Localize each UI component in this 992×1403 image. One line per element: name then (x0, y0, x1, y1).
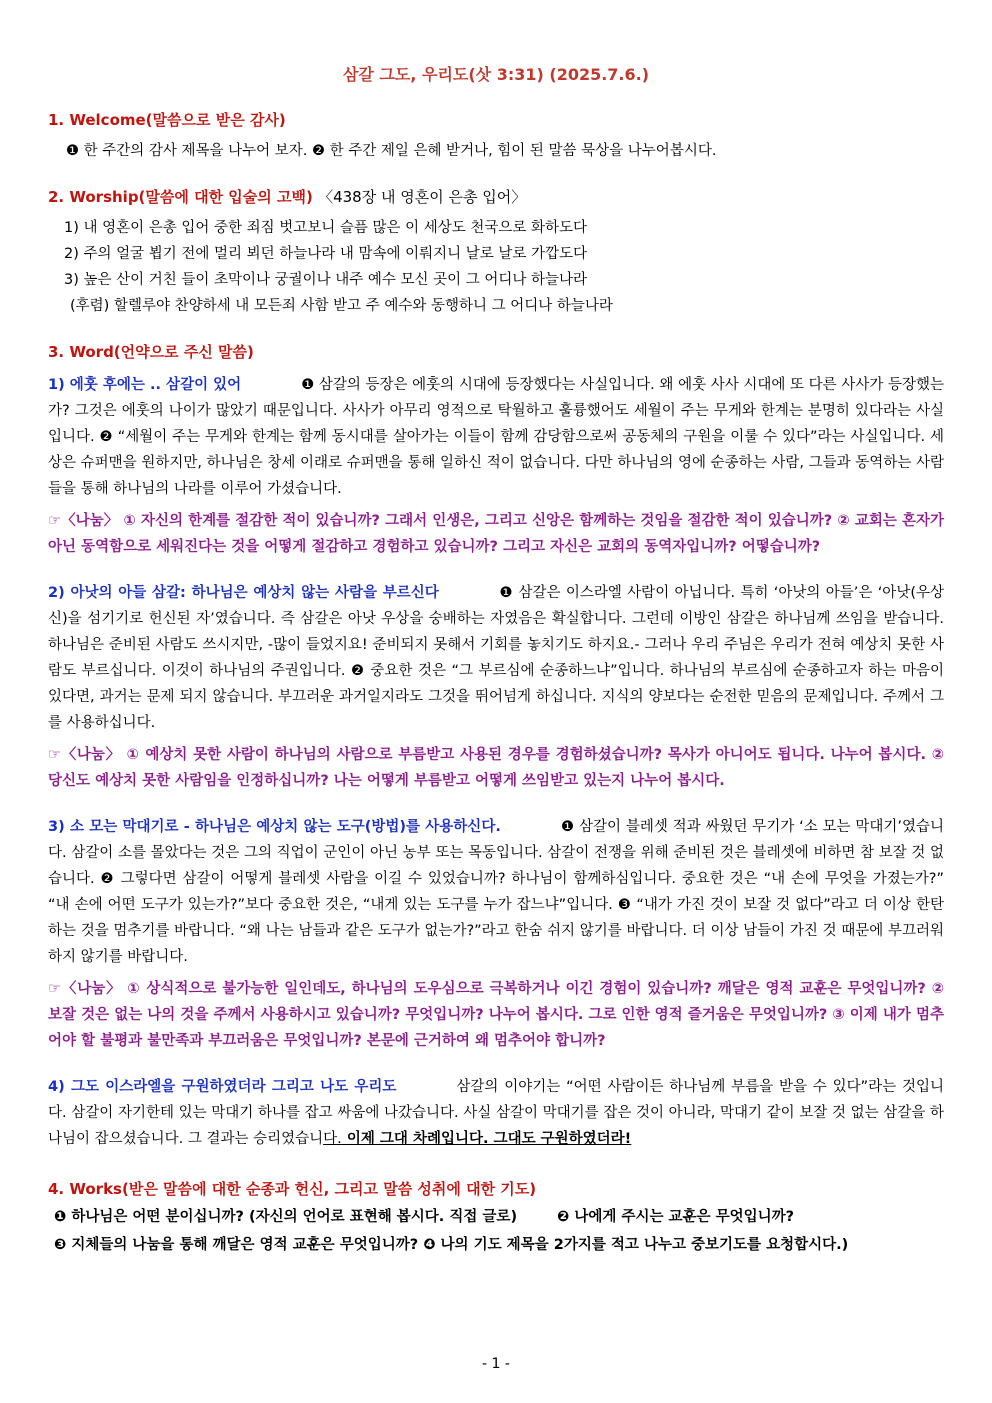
word-point-2-title: 2) 아낫의 아들 삼갈: 하나님은 예상치 않는 사람을 부르신다 (48, 585, 439, 601)
word-point-2 (48, 580, 944, 736)
word-point-4-title: 4) 그도 이스라엘을 구원하였더라 그리고 나도 우리도 (48, 1079, 397, 1095)
works-question-1: ❶ 하나님은 어떤 분이십니까? (자신의 언어로 표현해 봅시다. 직접 글로) (54, 1209, 518, 1225)
word-point-4 (48, 1074, 944, 1152)
works-section (48, 1178, 944, 1259)
word-point-1 (48, 372, 944, 502)
word-point-3-body: ❶ 삼갈이 블레셋 적과 싸웠던 무기가 ‘소 모는 막대기’였습니다. 삼갈이 소를 몰았다는 것은 그의 직업이 군인이 아닌 농부 또는 목동입니다. 삼갈이 전쟁을 위해 준비된 것은 블레셋에 비하면 참 보잘 것 없습니다. ❷ 그렇다면 삼갈이 어떻게 블레셋 사람을 이길 수 있었습니까? 하나님이 함께하심입니다. 중요한 것은 “내 손에 무엇을 가졌는가?” “내 손에 어떤 도구가 있는가?”보다 중요한 것은, “내게 있는 도구를 누가 잡느냐”입니다. ❸ “내가 가진 것이 보잘 것 없다”라고 더 이상 한탄하는 것을 멈추기를 바랍니다. “왜 나는 남들과 같은 도구가 없는가?”라고 한숨 쉬지 않기를 바랍니다. 더 이상 남들이 가진 것 때문에 부끄러워하지 않기를 바랍니다. (48, 819, 945, 965)
word-point-1-title: 1) 에훗 후에는 .. 삼갈이 있어 (48, 377, 242, 393)
share-question-1: ☞〈나눔〉 ① 자신의 한계를 절감한 적이 있습니까? 그래서 인생은, 그리고 신앙은 함께하는 것임을 절감한 적이 있습니까? ② 교회는 혼자가 아닌 동역함으로 세워진다는 것을 어떻게 절감하고 경험하고 있습니까? 그리고 자신은 교회의 동역자입니까? 어떻습니까? (48, 513, 944, 555)
hymn-chorus: (후렴) 할렐루야 찬양하세 내 모든죄 사함 받고 주 예수와 동행하니 그 어디나 하늘나라 (70, 298, 613, 314)
share-question-3: ☞〈나눔〉 ① 상식적으로 불가능한 일인데도, 하나님의 도우심으로 극복하거나 이긴 경험이 있습니까? 깨달은 영적 교훈은 무엇입니까? ② 보잘 것은 없는 나의 것을 주께서 사용하시고 있습니까? 무엇입니까? 나누어 봅시다. 그로 인한 영적 즐거움은 무엇입니까? ③ 이제 내가 멈추어야 할 불평과 불만족과 부끄러움은 무엇입니까? 본문에 근거하여 왜 멈추어야 합니까? (48, 981, 944, 1049)
word-point-3 (48, 814, 944, 970)
page-title: 삼갈 그도, 우리도(삿 3:31) (2025.7.6.) (342, 65, 650, 84)
welcome-text: ❶ 한 주간의 감사 제목을 나누어 보자. ❷ 한 주간 제일 은혜 받거나, 힘이 된 말씀 묵상을 나누어봅시다. (66, 143, 717, 159)
word-point-3-title: 3) 소 모는 막대기로 - 하나님은 예상치 않는 도구(방법)를 사용하신다. (48, 819, 501, 835)
share-question-2: ☞〈나눔〉 ① 예상치 못한 사람이 하나님의 사람으로 부름받고 사용된 경우를 경험하셨습니까? 목사가 아니어도 됩니다. 나누어 봅시다. ② 당신도 예상치 못한 사람임을 인정하십니까? 나는 어떻게 부름받고 어떻게 쓰임받고 있는지 나누어 봅시다. (48, 747, 944, 789)
worship-heading (48, 186, 944, 207)
worship-section (48, 186, 944, 319)
word-point-4-conclusion: 이제 그대 차례입니다. 그대도 구원하였더라! (341, 1131, 632, 1147)
page-number: - 1 - (482, 1356, 510, 1372)
word-point-4-body-under: 다. (323, 1131, 342, 1147)
hymn-verse-1: 1) 내 영혼이 은총 입어 중한 죄짐 벗고보니 슬픔 많은 이 세상도 천국으로 화하도다 (64, 220, 588, 236)
hymn-verse-3: 3) 높은 산이 거친 들이 초막이나 궁궐이나 내주 예수 모신 곳이 그 어디나 하늘나라 (64, 272, 588, 288)
hymn-title: 〈438장 내 영혼이 은총 입어〉 (318, 188, 527, 206)
hymn-verse-2: 2) 주의 얼굴 뵙기 전에 멀리 뵈던 하늘나라 내 맘속에 이뤄지니 날로 날로 가깝도다 (64, 246, 588, 262)
worship-heading-label: 2. Worship(말씀에 대한 입술의 고백) (48, 188, 313, 206)
welcome-section (48, 109, 944, 164)
document-page (48, 62, 944, 1259)
word-section (48, 341, 944, 1152)
word-point-4-body: 삼갈의 이야기는 “어떤 사람이든 하나님께 부름을 받을 수 있다”라는 것입니다. 삼갈이 자기한테 있는 막대기 하나를 잡고 싸움에 나갔습니다. 사실 삼갈이 막대기를 잡은 것이 아니라, 막대기 같이 보잘 것 없는 삼갈을 하나님이 잡으셨습니다. 그 결과는 승리였습니 (48, 1079, 944, 1147)
welcome-heading: 1. Welcome(말씀으로 받은 감사) (48, 111, 286, 129)
word-point-1-body: ❶ 삼갈의 등장은 에훗의 시대에 등장했다는 사실입니다. 왜 에훗 사사 시대에 또 다른 사사가 등장했는가? 그것은 에훗의 나이가 많았기 때문입니다. 사사가 아무리 영적으로 탁월하고 훌륭했어도 세월이 주는 무게와 한계는 분명히 있다라는 사실입니다. ❷ “세월이 주는 무게와 한계는 함께 동시대를 살아가는 이들이 함께 감당함으로써 공동체의 구원을 이룰 수 있다”라는 사실입니다. 세상은 슈퍼맨을 원하지만, 하나님은 창세 이래로 슈퍼맨을 통해 일하신 적이 없습니다. 다만 하나님의 영에 순종하는 사람, 그들과 동역하는 사람들을 통해 하나님의 나라를 이루어 가셨습니다. (48, 377, 944, 497)
word-heading: 3. Word(언약으로 주신 말씀) (48, 343, 254, 361)
works-line-2: ❸ 지체들의 나눔을 통해 깨달은 영적 교훈은 무엇입니까? ❹ 나의 기도 제목을 2가지를 적고 나누고 중보기도를 요청합시다.) (54, 1237, 849, 1253)
works-heading: 4. Works(받은 말씀에 대한 순종과 헌신, 그리고 말씀 성취에 대한 기도) (48, 1180, 537, 1198)
word-point-2-body: ❶ 삼갈은 이스라엘 사람이 아닙니다. 특히 ‘아낫의 아들’은 ‘아낫(우상신)을 섬기기로 헌신된 자’였습니다. 즉 삼갈은 아낫 우상을 숭배하는 자였음은 확실합니다. 그런데 이방인 삼갈은 하나님께 쓰임을 받습니다. 하나님은 준비된 사람도 쓰시지만, -많이 들었지요! 준비되지 못해서 기회를 놓치기도 하지요.- 그러나 우리 주님은 우리가 전혀 예상치 못한 사람도 부르십니다. 이것이 하나님의 주권입니다. ❷ 중요한 것은 “그 부르심에 순종하느냐”입니다. 하나님의 부르심에 순종하고자 하는 마음이 있다면, 과거는 문제 되지 않습니다. 부끄러운 과거일지라도 그것을 뛰어넘게 하십니다. 지식의 양보다는 순전한 믿음의 문제입니다. 주께서 그를 사용하십니다. (48, 585, 944, 731)
works-line-1 (48, 1203, 944, 1231)
works-question-2: ❷ 나에게 주시는 교훈은 무엇입니까? (557, 1209, 795, 1225)
